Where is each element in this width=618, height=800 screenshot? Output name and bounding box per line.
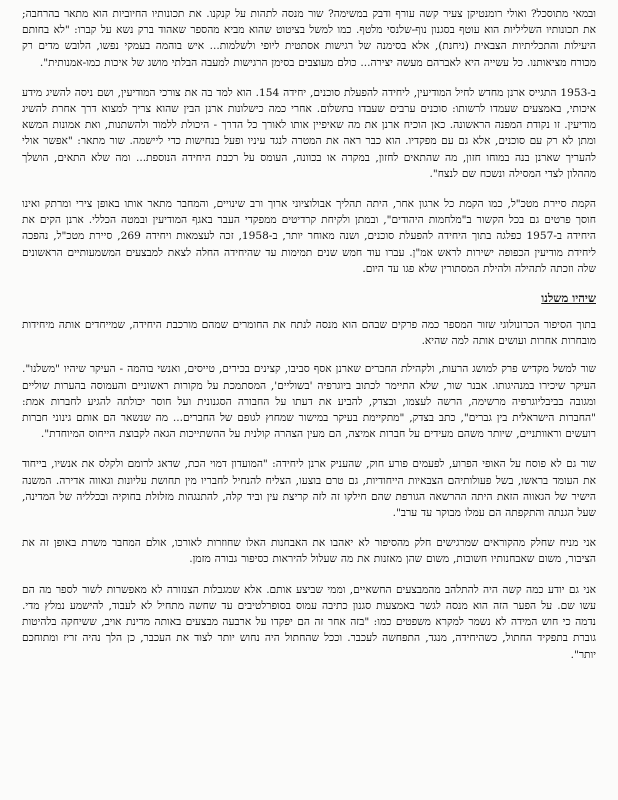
- section-heading: שיהיו משלנו: [541, 291, 596, 306]
- paragraph-3: הקמת סיירת מטכ"ל, כמו הקמת כל ארגון אחר, היתה תהליך אבולוציוני ארוך ורב שינויים, והמחבר מתאר אותו באופן צירי ומרתק ואינו חוסך פרטים גם בכל הקשור ב"מלחמות היהודים", ובמתן ולקיחת קרדיטים ממפקדי העבר באגף המודיעין ובמטה הכללי. ארנן הקים את היחידה ב-1957 כפלגה בתוך היחידה להפעלת סוכנים, ושנה מאוחר יותר, ב-1958, זכה לעצמאות ויחידה 269, סיירת מטכ"ל, נהפכה ליחידת מודיעין הכפופה ישירות לראש אמ"ן. עברו עוד חמש שנים תמימות עד שהיחידה החלה לצאת למבצעים המשמעותיים הראשונים שלה וזכתה לתהילה ולהילת המסתורין שלא פגו עד היום.: [22, 198, 596, 275]
- paragraph-2: ב-1953 התגייס ארנן מחדש לחיל המודיעין, ליחידה להפעלת סוכנים, יחידה 154. הוא למד בה את צורכי המודיעין, ושם ניסה להשיג מידע איכותי, באמצעים שעמדו לרשותו: סוכנים ערבים שעבדו בתשלום. אחרי כמה כישלונות ארנן הבין שהוא צריך למצוא דרך אחרת להשיג מודיעין. זו נקודת המפנה הראשונה. כאן הוכיח ארנן את מה שאיפיין אותו לאורך כל הדרך - היכולת ללמוד ולהשתנות, ואת אמונות המשא ומתן לא רק עם סוכנים, אלא גם עם מפקדיו. הוא כבר ראה את המטרה לנגד עיניו ופעל בנחישות כדי ליישמה. שור מתאר: "אפשר אולי להעריך שארנן בנה במוחו חזון, מה שהתאים לחזון, במקרה או בכוונה, העומס על רכבת היחידה הנוספת... ומה שלא התאים, הושלך מההלון לצדי המסילה ונשכח שם לנצח".: [22, 86, 596, 180]
- paragraph-1: ובמאי מתוסכל? ואולי רומנטיקן צעיר קשה עורף ודבק במשימה? שור מנסה לתהות על קנקנו. את תכונותיו החיוביות הוא מתאר בהרחבה; את תכונותיו השליליות הוא עוטף בסגנון נוף-שלנסי מלטף. כמו למשל בציטוט שהוא מביא מהספר שאהוד ברק נשא על קברו: "לא בחותם היעילות והתכליתיות הצבאית (ניחנת), אלא בסימנה של רגישות אסתטית ליופי ולשלמות... איש בוהמה בעמקי נפשו, הלובש מדים רק מכורח מציאותנו. כל עשייה היא לאברהם מעשה יצירה... כולם מעוצבים בסימן הרגישות למעבה הבלתי מושג של איכות כמו-אמנותית".: [22, 8, 596, 69]
- paragraph-4: בתוך הסיפור הכרונולוגי שזור המספר כמה פרקים שבהם הוא מנסה לנתח את החומרים שמהם מורכבת היחידה, שמייחדים אותה מיחידות מובחרות אחרות ועושים אותה למה שהיא.: [22, 319, 596, 348]
- paragraph-6: שור גם לא פוסח על האופי הפרוע, לפעמים פורע חוק, שהעניק ארנן ליחידה: "המועדון דמוי הכת, שדאג לרומם ולקלס את אנשיו, בייחוד את העומד בראשו, בשל פעולותיהם הצבאיות הייחודיות, גם טרם בוצעו, הצליח להנחיל לחבריו מין תחושת עליונות וגאווה אדירה. המשנה הישיר של הגאווה הזאת היתה ההרשאה הגורפת שהם חילקו זה לזה קריצת עין וביד קלה, להתנגהות מזלזלת בחוקיה ובכלליה של המדינה, שעל הגנתה והתקפתה הם עמלו מבוקר עד ערב".: [22, 458, 596, 520]
- paragraph-5: שור למשל מקדיש פרק למושג הרעות, ולקהילת החברים שארנן אסף סביבו, קצינים בכירים, טייסים, ואנשי בוהמה - העיקר שיהיו "משלנו". העיקר שיכירו במנהיגותו. אבנר שור, שלא התיימר לכתוב ביוגרפיה 'בשוליים', המסתמכת על מקורות ראשוניים והעמוסה בהערות שוליים ומגובה בביבליוגרפיה מרשימה, הרשה לעצמו, ובצדק, להביע את דעתו על החבורה הסגנונית ועל חוסר יכולתה להגיע לחברות אמת: "החברות הישראלית בין גברים", כתב בצדק, "מתקיימת בעיקר במישור שמחוץ לגופם של החברים... מה שנשאר הם אותם גינוני חברות רועשים וראוותניים, שיותר משהם מעידים על חברות אמיצה, הם מעין הצהרה קולנית על ההשתייכות הגאה לקבוצת הייחוס המיוחדת".: [22, 363, 596, 441]
- paragraph-8: אני גם יודע כמה קשה היה להתלהב מהמבצעים החשאיים, וממי שביצע אותם. אלא שמגבלות הצנזורה לא מאפשרות לשור לספר מה הם עשו שם. על הפער הזה הוא מנסה לגשר באמצעות סגנון כתיבה עמוס בסופרלטיבים עד שחשה מתחיל לא לעבוד, להישמע נמלץ מדי. נדמה כי חוש המידה לא נשמר למקרא משפטים כמו: "בזה אחר זה הם יפקדו על ארבעה מבצעים באותה מדינת אויב, ששיחקה בלהיטות גוברת בתפקיד החתול, כשהיחידה, מנגד, התפחשה לעכבר. וככל שהחתול היה נחוש יותר לצוד את העכבר, כן הלך נהיה זריז ומתוחכם יותר".: [22, 583, 596, 661]
- paragraph-7: אני מניח שחלק מהקוראים שמרגישים חלק מהסיפור לא יאהבו את האבחנות האלו שחוזרות לאורכו, אולם המחבר משרת באופן זה את הציבור, משום שאבחנותיו חשובות, משום שהן מאזנות את מה שעלול להיראות כסיפור גבורה מזמן.: [22, 537, 596, 566]
